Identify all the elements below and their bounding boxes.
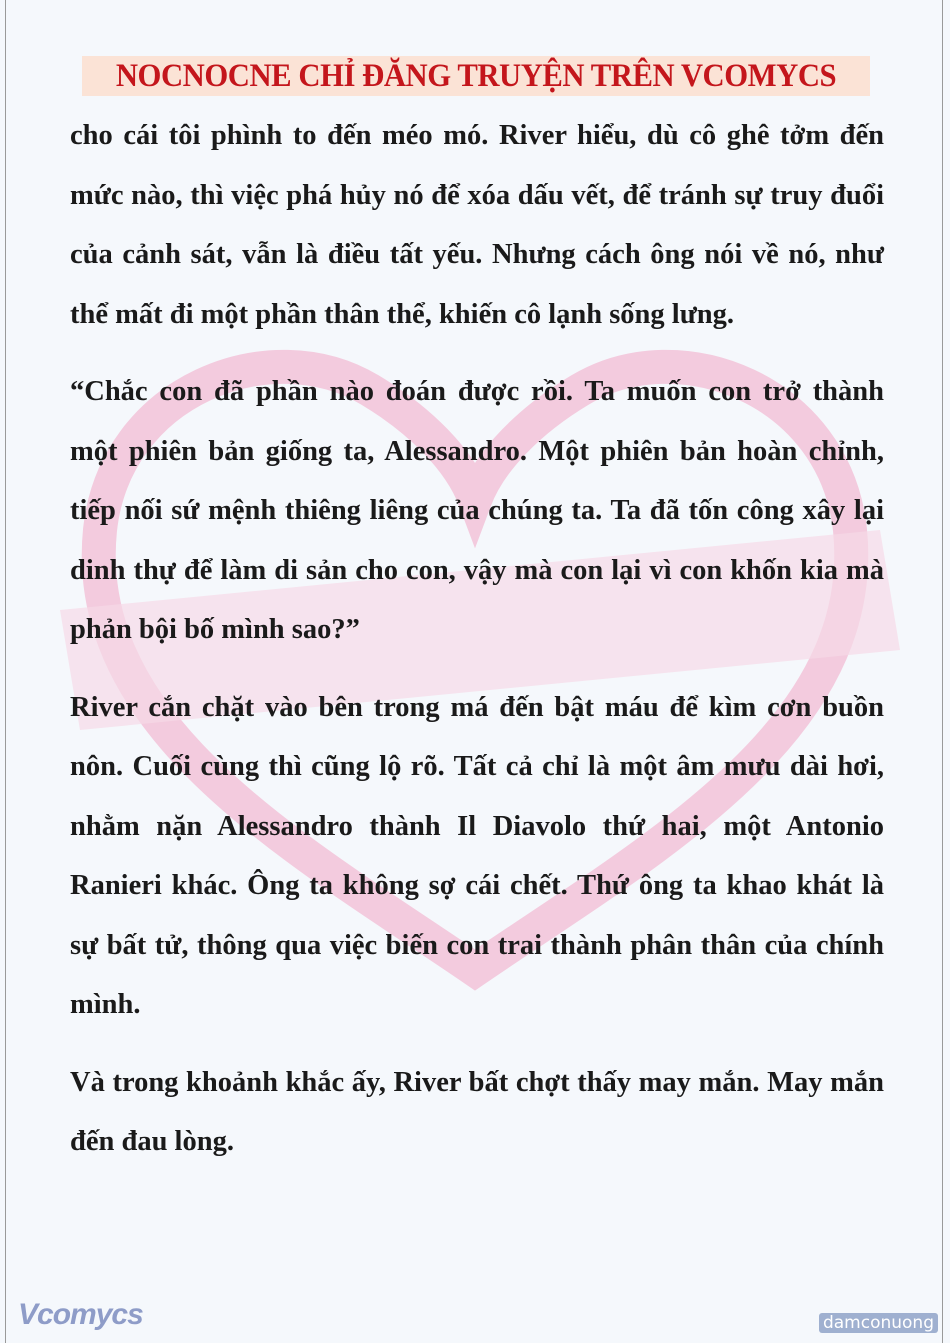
text-line: cho cái tôi phình to đến méo mó. River hiểu, dù cô ghê tởm đến xyxy=(70,120,884,151)
text-line: mình. xyxy=(70,989,141,1020)
text-line: sự bất tử, thông qua việc biến con trai thành phân thân của chính xyxy=(70,929,884,961)
text-line: của cảnh sát, vẫn là điều tất yếu. Nhưng cách ông nói về nó, như xyxy=(70,239,884,270)
paragraph xyxy=(70,362,884,660)
text-line: “Chắc con đã phần nào đoán được rồi. Ta muốn con trở thành xyxy=(70,376,884,407)
text-line: tiếp nối sứ mệnh thiêng liêng của chúng ta. Ta đã tốn công xây lại xyxy=(70,495,884,526)
paragraph xyxy=(70,1053,884,1172)
text-line: nôn. Cuối cùng thì cũng lộ rõ. Tất cả chỉ là một âm mưu dài hơi, xyxy=(70,751,884,782)
paragraph xyxy=(70,106,884,344)
text-line: Và trong khoảnh khắc ấy, River bất chợt thấy may mắn. May mắn xyxy=(70,1066,884,1098)
vcomycs-logo: Vcomycs xyxy=(18,1298,143,1331)
text-line: River cắn chặt vào bên trong má đến bật máu để kìm cơn buồn xyxy=(70,691,884,723)
text-line: mức nào, thì việc phá hủy nó để xóa dấu vết, để tránh sự truy đuổi xyxy=(70,179,884,211)
site-notice-banner xyxy=(82,56,870,96)
text-line: dinh thự để làm di sản cho con, vậy mà con lại vì con khốn kia mà xyxy=(70,554,884,586)
text-line: đến đau lòng. xyxy=(70,1126,234,1157)
credit-tag: damconuong xyxy=(819,1313,938,1333)
text-line: Ranieri khác. Ông ta không sợ cái chết. Thứ ông ta khao khát là xyxy=(70,870,884,901)
text-line: phản bội bố mình sao?” xyxy=(70,614,360,645)
text-line: một phiên bản giống ta, Alessandro. Một phiên bản hoàn chỉnh, xyxy=(70,435,884,467)
text-line: nhằm nặn Alessandro thành Il Diavolo thứ hai, một Antonio xyxy=(70,810,884,842)
story-text xyxy=(70,106,884,1190)
banner-text: NOCNOCNE CHỈ ĐĂNG TRUYỆN TRÊN VCOMYCS xyxy=(115,58,837,94)
text-line: thể mất đi một phần thân thể, khiến cô lạnh sống lưng. xyxy=(70,298,735,330)
paragraph xyxy=(70,678,884,1035)
